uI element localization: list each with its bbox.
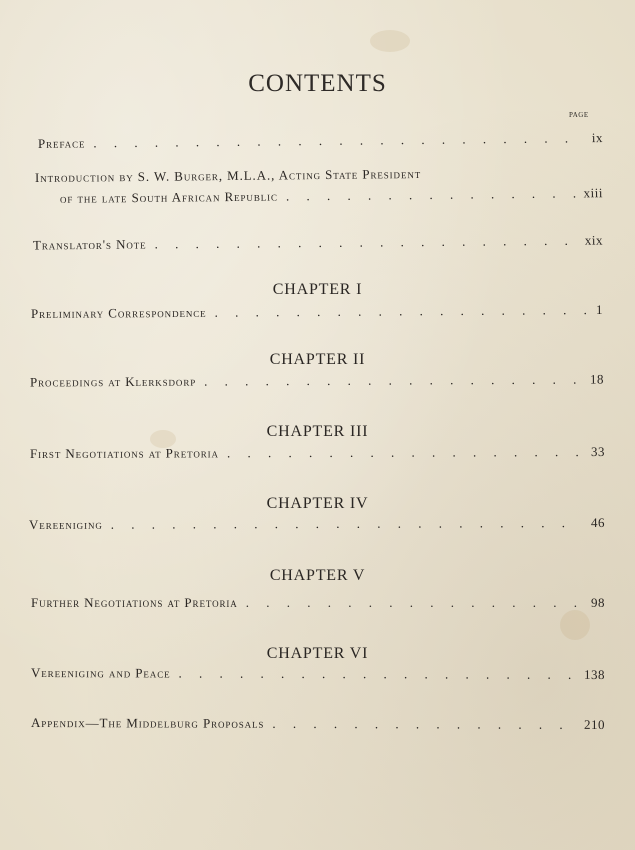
toc-entry-label: Preliminary Correspondence [30,304,207,321]
toc-entry-page: xix [584,232,604,248]
toc-entry-page: 33 [590,443,606,460]
toc-entry-preface[interactable] [38,130,603,158]
paper-stain [370,30,410,52]
toc-entry-chapter-2[interactable] [30,371,604,396]
leader-dots [178,666,576,683]
chapter-heading: CHAPTER IV [266,495,369,512]
chapter-heading: CHAPTER V [269,567,366,584]
leader-dots [272,716,576,733]
toc-entry-page: 138 [583,666,606,683]
chapter-heading: CHAPTER II [269,351,366,368]
toc-entry-label: Proceedings at Klerksdorp [29,373,197,390]
toc-entry-page: 46 [590,514,606,531]
toc-entry-chapter-3[interactable] [30,444,605,468]
toc-entry-page: xiii [583,185,604,201]
chapter-heading: CHAPTER I [272,281,363,298]
toc-entry-translators-note[interactable] [33,233,603,260]
toc-entry-label: Vereeniging [28,516,103,533]
leader-dots [93,130,584,151]
contents-title: CONTENTS [248,70,387,97]
toc-entry-page: 18 [589,371,605,387]
leader-dots [204,372,582,390]
toc-entry-label: Appendix—The Middelburg Proposals [30,714,265,731]
toc-entry-label: Translator's Note [32,236,147,253]
page-column-header: PAGE [569,111,589,119]
toc-entry-introduction-line1[interactable]: Introduction by S. W. Burger, M.L.A., Acting State President [34,165,422,186]
toc-entry-chapter-4[interactable] [29,515,605,539]
toc-entry-page: 1 [595,302,604,318]
toc-entry-page: 98 [591,595,605,610]
toc-entry-label: of the late South African Republic [59,188,278,206]
leader-dots [154,233,576,253]
toc-entry-label: Further Negotiations at Pretoria [31,595,238,610]
toc-entry-appendix[interactable] [31,715,605,739]
leader-dots [286,185,576,204]
toc-entry-page: ix [591,130,604,146]
leader-dots [227,444,583,461]
chapter-heading: CHAPTER VI [266,645,369,662]
toc-entry-chapter-1[interactable] [31,302,603,328]
toc-entry-chapter-6[interactable] [31,665,605,689]
toc-entry-label: Preface [37,135,86,151]
toc-entry-label: Vereeniging and Peace [30,664,171,681]
leader-dots [214,302,588,321]
chapter-heading: CHAPTER III [266,423,369,440]
toc-entry-label: First Negotiations at Pretoria [29,445,219,462]
leader-dots [246,595,583,611]
toc-entry-introduction[interactable] [60,185,603,213]
toc-entry-page: 210 [583,716,606,733]
leader-dots [111,515,583,533]
toc-entry-chapter-5[interactable] [31,595,605,617]
